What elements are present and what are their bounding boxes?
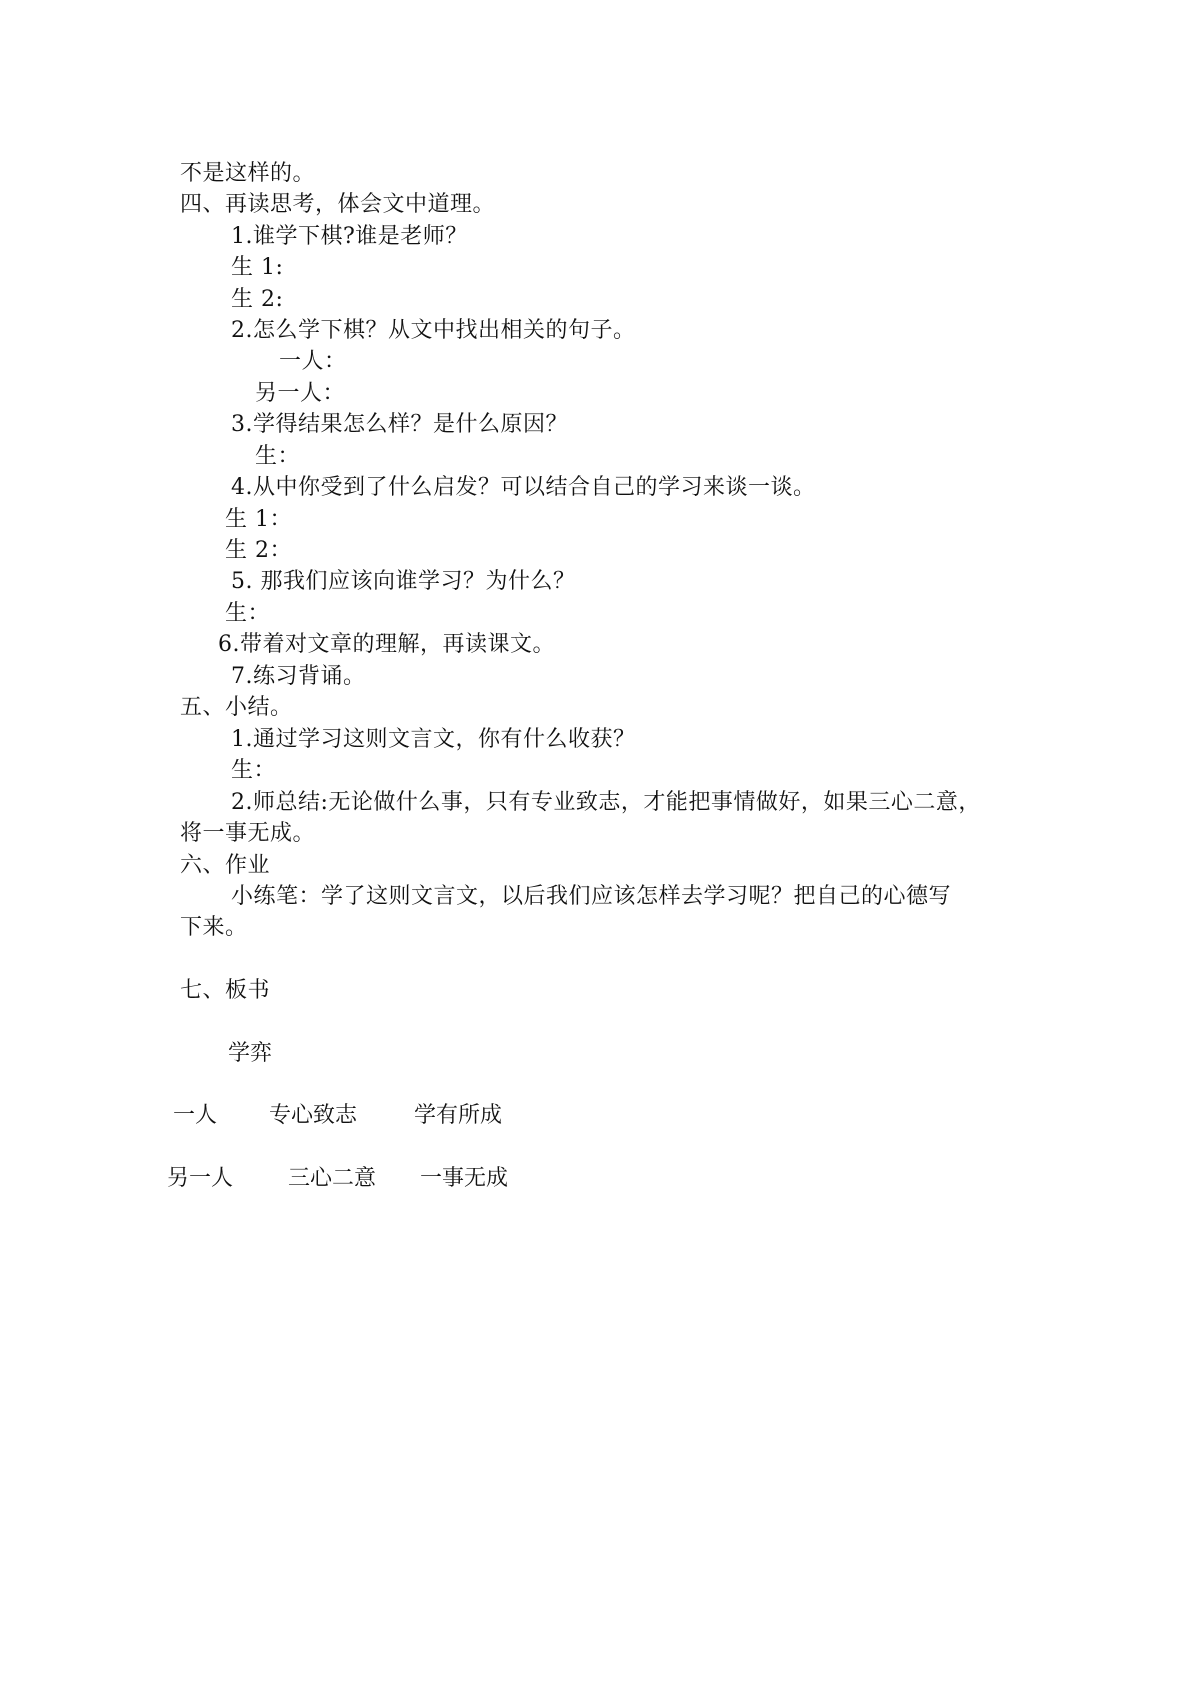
answer-line: 生 1： — [225, 507, 292, 532]
answer-line: 生： — [255, 444, 301, 469]
board-cell: 一人 — [173, 1103, 218, 1128]
answer-line: 一人： — [279, 349, 347, 374]
section-heading: 六、作业 — [180, 853, 271, 878]
answer-line: 生： — [231, 758, 277, 783]
board-cell: 另一人 — [167, 1166, 234, 1191]
answer-line: 另一人： — [255, 381, 346, 406]
board-cell: 学有所成 — [414, 1103, 503, 1128]
answer-line: 生 2: — [231, 287, 284, 312]
text-line: 2.师总结:无论做什么事，只有专业致志，才能把事情做好，如果三心二意， — [231, 790, 981, 815]
board-cell: 专心致志 — [269, 1103, 358, 1128]
board-cell: 三心二意 — [288, 1166, 377, 1191]
question-line: 1.谁学下棋?谁是老师？ — [231, 224, 468, 249]
text-line: 6.带着对文章的理解，再读课文。 — [218, 632, 555, 657]
section-heading: 四、再读思考，体会文中道理。 — [180, 192, 496, 217]
question-line: 4.从中你受到了什么启发？可以结合自己的学习来谈一谈。 — [231, 475, 816, 500]
question-line: 3.学得结果怎么样？是什么原因？ — [231, 412, 568, 437]
question-line: 2.怎么学下棋？从文中找出相关的句子。 — [231, 318, 636, 343]
question-line: 1.通过学习这则文言文，你有什么收获？ — [231, 727, 636, 752]
answer-line: 生： — [225, 601, 271, 626]
board-title: 学弈 — [228, 1041, 273, 1066]
answer-line: 生 2： — [225, 538, 292, 563]
section-heading: 五、小结。 — [180, 695, 293, 720]
section-heading: 七、板书 — [180, 978, 271, 1003]
question-line: 5. 那我们应该向谁学习？为什么？ — [231, 569, 576, 594]
text-line: 小练笔：学了这则文言文，以后我们应该怎样去学习呢？把自己的心德写 — [231, 884, 952, 909]
board-cell: 一事无成 — [420, 1166, 509, 1191]
answer-line: 生 1: — [231, 255, 284, 280]
text-line: 不是这样的。 — [180, 161, 316, 186]
text-line: 将一事无成。 — [180, 821, 316, 846]
text-line: 7.练习背诵。 — [231, 664, 366, 689]
text-line: 下来。 — [180, 915, 248, 940]
